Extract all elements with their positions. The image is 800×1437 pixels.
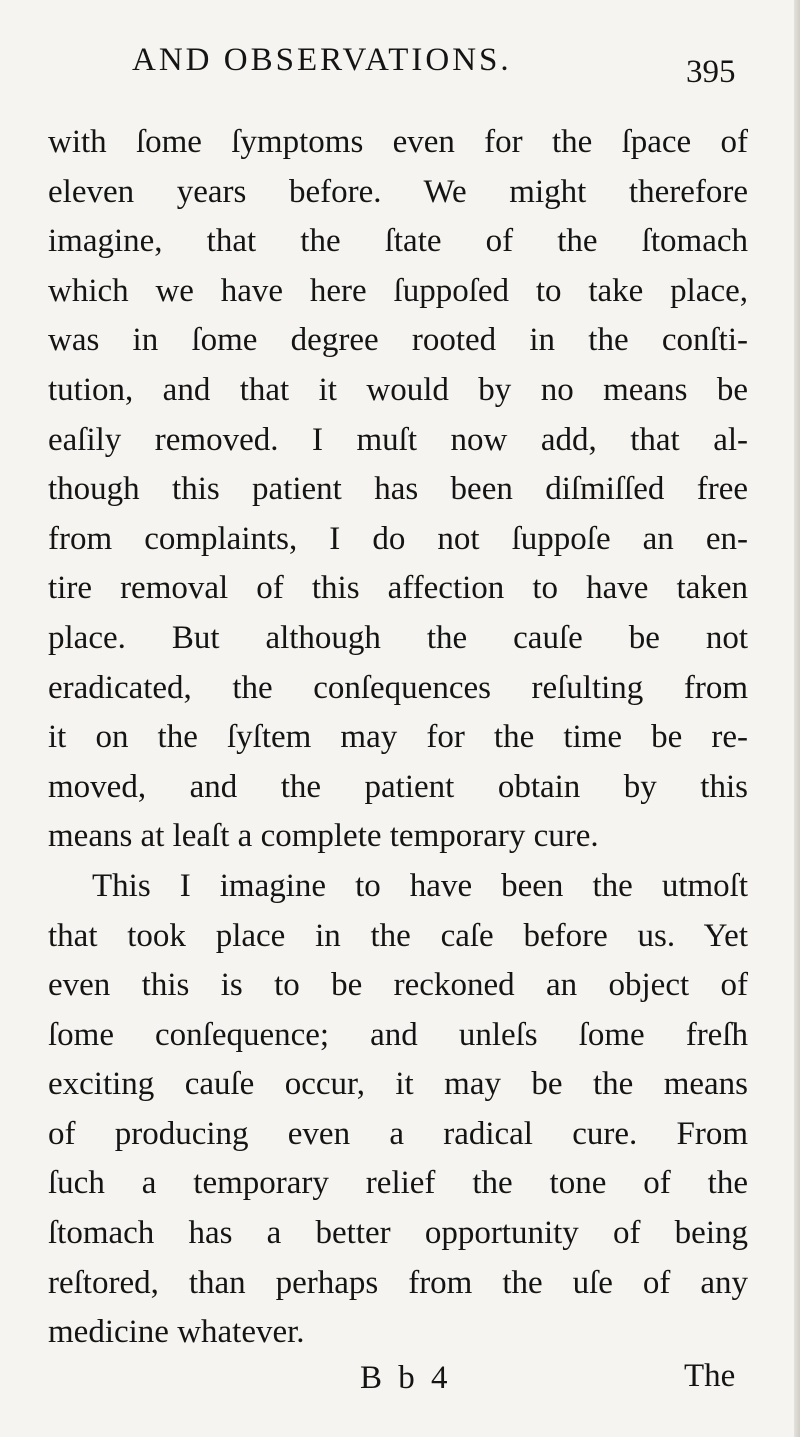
text-line: eleven years before. We might therefore [48,173,748,210]
text-line: even this is to be reckoned an object of [48,967,748,1004]
text-line: means at leaſt a complete temporary cure. [48,818,599,855]
text-line: ſuch a temporary relief the tone of the [48,1165,748,1202]
page-number: 395 [686,54,736,90]
text-line: it on the ſyſtem may for the time be re- [48,719,748,756]
text-line: eaſily removed. I muſt now add, that al- [48,421,748,458]
text-line: ſome conſequence; and unleſs ſome freſh [48,1016,748,1053]
text-line-paragraph-start: This I imagine to have been the utmoſt [92,867,748,904]
text-line: medicine whatever. [48,1314,305,1351]
page-footer [0,1358,800,1408]
text-line: imagine, that the ſtate of the ſtomach [48,223,748,260]
text-line: though this patient has been diſmiſſed free [48,471,748,508]
text-line: reſtored, than perhaps from the uſe of any [48,1264,748,1301]
page-header [0,40,800,100]
body-text [48,118,748,1358]
text-line: moved, and the patient obtain by this [48,768,748,805]
text-line: with ſome ſymptoms even for the ſpace of [48,124,748,160]
running-head: AND OBSERVATIONS. [132,42,512,78]
text-line: which we have here ſuppoſed to take place, [48,272,748,309]
text-line: place. But although the cauſe be not [48,619,748,656]
page-edge-shadow [794,0,800,1437]
text-line: from complaints, I do not ſuppoſe an en- [48,520,748,557]
text-line: that took place in the caſe before us. Yet [48,917,748,954]
text-line: tire removal of this affection to have taken [48,570,748,607]
text-line: of producing even a radical cure. From [48,1115,748,1152]
text-line: was in ſome degree rooted in the conſti- [48,322,748,359]
signature-mark: B b 4 [360,1360,452,1396]
catchword: The [684,1358,736,1394]
text-line: tution, and that it would by no means be [48,371,748,408]
text-line: eradicated, the conſequences reſulting from [48,669,748,706]
text-line: ſtomach has a better opportunity of being [48,1215,748,1252]
text-line: exciting cauſe occur, it may be the means [48,1066,748,1103]
